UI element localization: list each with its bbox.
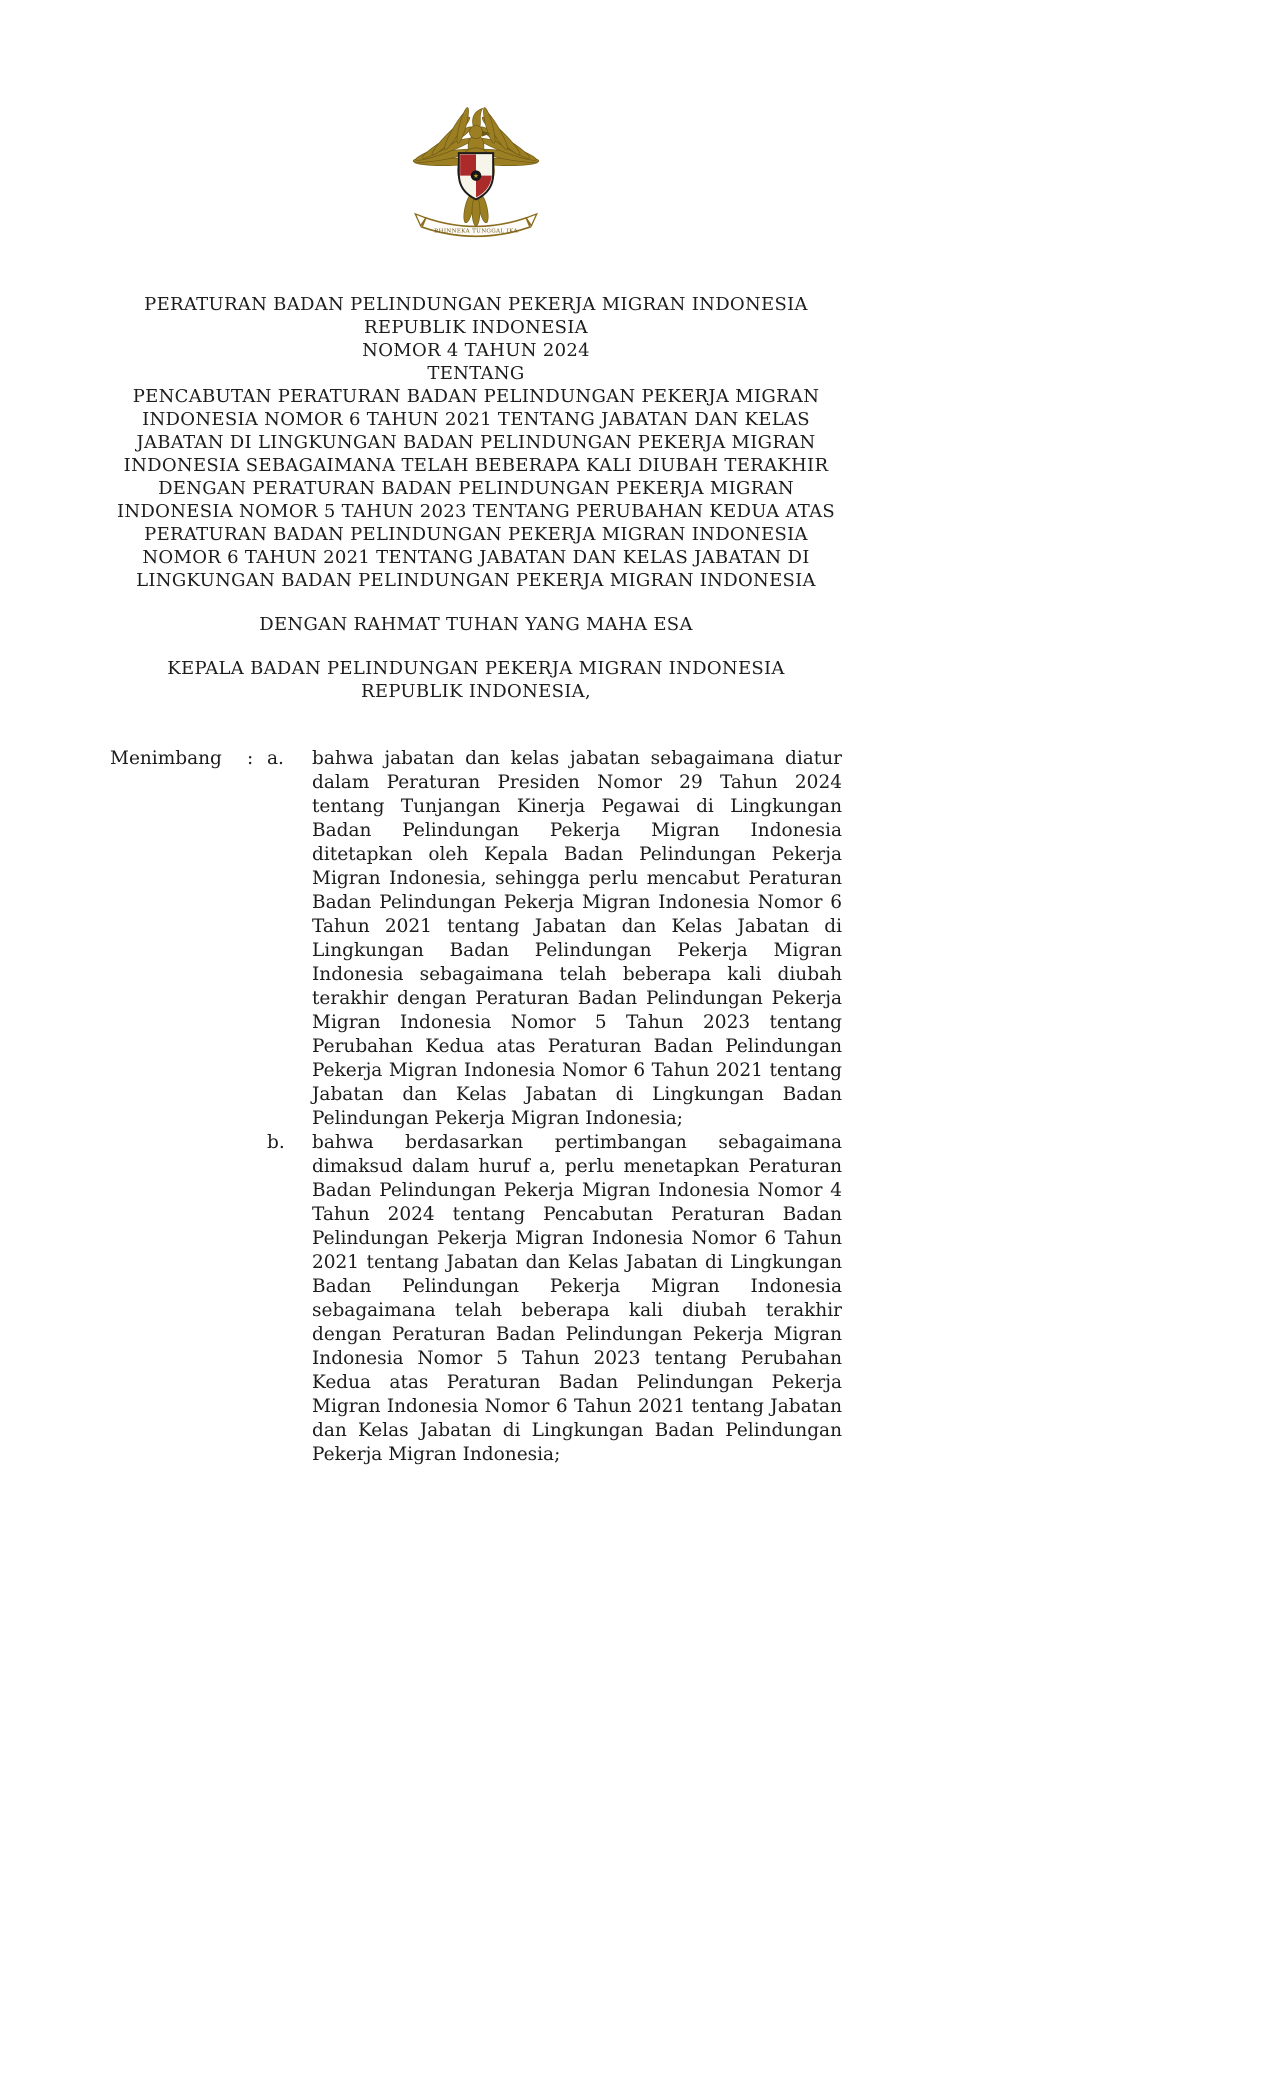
heading-line-tentang: TENTANG — [427, 363, 525, 384]
considering-label: Menimbang — [110, 748, 222, 769]
considering-section — [110, 747, 842, 1467]
item-b-marker: b. — [267, 1132, 285, 1153]
shield-star-icon: ★ — [473, 172, 479, 181]
emblem-container — [410, 95, 542, 249]
considering-colon: : — [247, 748, 254, 769]
document-heading — [110, 293, 842, 592]
authority-line-head: KEPALA BADAN PELINDUNGAN PEKERJA MIGRAN INDONESIA — [167, 658, 785, 679]
considering-items — [267, 747, 842, 1467]
document-content-column — [110, 0, 842, 1467]
item-a-marker: a. — [267, 748, 284, 769]
item-b-text: bahwa berdasarkan pertimbangan sebagaimana dimaksud dalam huruf a, perlu menetapkan Peraturan Badan Pelindungan Pekerja Migran Indonesia Nomor 4 Tahun 2024 tentang Pencabutan Peraturan Badan Pelindungan Pekerja Migran Indonesia Nomor 6 Tahun 2021 tentang Jabatan dan Kelas Jabatan di Lingkungan Badan Pelindungan Pekerja Migran Indonesia sebagaimana telah beberapa kali diubah terakhir dengan Peraturan Badan Pelindungan Pekerja Migran Indonesia Nomor 5 Tahun 2023 tentang Perubahan Kedua atas Peraturan Badan Pelindungan Pekerja Migran Indonesia Nomor 6 Tahun 2021 tentang Jabatan dan Kelas Jabatan di Lingkungan Badan Pelindungan Pekerja Migran Indonesia; — [312, 1132, 842, 1465]
heading-line-republic: REPUBLIK INDONESIA — [364, 317, 588, 338]
heading-line-number: NOMOR 4 TAHUN 2024 — [362, 340, 590, 361]
considering-item-a — [267, 747, 842, 1131]
garuda-pancasila-emblem — [410, 95, 542, 245]
considering-item-b — [267, 1131, 842, 1467]
pancasila-shield — [459, 153, 493, 199]
invocation-line: DENGAN RAHMAT TUHAN YANG MAHA ESA — [259, 614, 693, 635]
authority-line-republic: REPUBLIK INDONESIA, — [361, 681, 591, 702]
authority-block — [110, 657, 842, 703]
heading-line-institution: PERATURAN BADAN PELINDUNGAN PEKERJA MIGRAN INDONESIA — [144, 294, 808, 315]
emblem-motto-text: BHINNEKA TUNGGAL IKA — [434, 228, 518, 235]
heading-subject: PENCABUTAN PERATURAN BADAN PELINDUNGAN PEKERJA MIGRAN INDONESIA NOMOR 6 TAHUN 2021 TENTANG JABATAN DAN KELAS JABATAN DI LINGKUNGAN BADAN PELINDUNGAN PEKERJA MIGRAN INDONESIA SEBAGAIMANA TELAH BEBERAPA KALI DIUBAH TERAKHIR DENGAN PERATURAN BADAN PELINDUNGAN PEKERJA MIGRAN INDONESIA NOMOR 5 TAHUN 2023 TENTANG PERUBAHAN KEDUA ATAS PERATURAN BADAN PELINDUNGAN PEKERJA MIGRAN INDONESIA NOMOR 6 TAHUN 2021 TENTANG JABATAN DAN KELAS JABATAN DI LINGKUNGAN BADAN PELINDUNGAN PEKERJA MIGRAN INDONESIA — [116, 386, 836, 591]
item-a-text: bahwa jabatan dan kelas jabatan sebagaimana diatur dalam Peraturan Presiden Nomor 29 Tahun 2024 tentang Tunjangan Kinerja Pegawai di Lingkungan Badan Pelindungan Pekerja Migran Indonesia ditetapkan oleh Kepala Badan Pelindungan Pekerja Migran Indonesia, sehingga perlu mencabut Peraturan Badan Pelindungan Pekerja Migran Indonesia Nomor 6 Tahun 2021 tentang Jabatan dan Kelas Jabatan di Lingkungan Badan Pelindungan Pekerja Migran Indonesia sebagaimana telah beberapa kali diubah terakhir dengan Peraturan Badan Pelindungan Pekerja Migran Indonesia Nomor 5 Tahun 2023 tentang Perubahan Kedua atas Peraturan Badan Pelindungan Pekerja Migran Indonesia Nomor 6 Tahun 2021 tentang Jabatan dan Kelas Jabatan di Lingkungan Badan Pelindungan Pekerja Migran Indonesia; — [312, 748, 842, 1129]
